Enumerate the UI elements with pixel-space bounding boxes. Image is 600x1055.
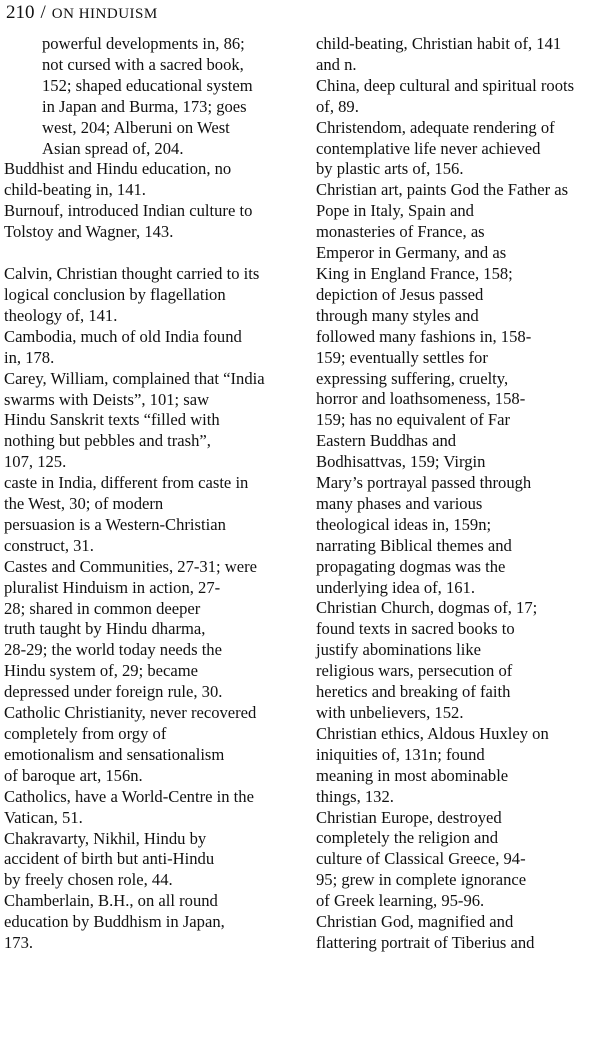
index-line: 95; grew in complete ignorance <box>316 870 527 890</box>
index-line: Cambodia, much of old India found <box>4 326 242 346</box>
index-line: Asian spread of, 204. <box>42 138 184 158</box>
index-line: nothing but pebbles and trash”, <box>4 431 211 451</box>
letter-gap <box>4 243 304 264</box>
index-entry-buddhist-hindu-education <box>4 159 304 201</box>
index-line: expressing suffering, cruelty, <box>316 368 509 388</box>
index-line: theology of, 141. <box>4 305 118 325</box>
index-line: many phases and various <box>316 493 483 513</box>
index-line: Hindu system of, 29; became <box>4 661 199 681</box>
index-line: of Greek learning, 95-96. <box>316 891 485 911</box>
index-line: west, 204; Alberuni on West <box>42 117 230 137</box>
index-line: Castes and Communities, 27-31; were <box>4 556 258 576</box>
index-entry-burnouf <box>4 201 304 243</box>
book-title: ON HINDUISM <box>51 6 158 22</box>
index-column-right <box>316 34 600 954</box>
index-entry-christian-ethics <box>316 724 600 808</box>
index-column-left <box>4 34 304 954</box>
index-line: heretics and breaking of faith <box>316 682 511 702</box>
index-line: 28-29; the world today needs the <box>4 640 222 660</box>
index-line: meaning in most abominable <box>316 765 509 785</box>
index-line: Eastern Buddhas and <box>316 431 457 451</box>
index-line: completely the religion and <box>316 828 499 848</box>
index-line: with unbelievers, 152. <box>316 703 464 722</box>
index-line: in Japan and Burma, 173; goes <box>42 96 247 116</box>
index-entry-catholic-christianity <box>4 703 304 787</box>
index-entry-continuation <box>4 34 304 159</box>
index-line: depressed under foreign rule, 30. <box>4 682 223 702</box>
index-line: depiction of Jesus passed <box>316 284 484 304</box>
index-line: Catholics, have a World-Centre in the <box>4 786 254 806</box>
index-line: Catholic Christianity, never recovered <box>4 703 257 723</box>
index-line: persuasion is a Western-Christian <box>4 514 226 534</box>
index-line: child-beating in, 141. <box>4 180 146 200</box>
index-line: monasteries of France, as <box>316 222 485 242</box>
index-line: Christendom, adequate rendering of <box>316 117 555 137</box>
index-line: swarms with Deists”, 101; saw <box>4 389 210 409</box>
running-header <box>6 2 158 25</box>
index-line: 159; eventually settles for <box>316 347 488 367</box>
index-line: in, 178. <box>4 347 55 367</box>
index-line: contemplative life never achieved <box>316 138 541 158</box>
page-number: 210 <box>6 2 35 23</box>
index-entry-castes-and-communities <box>4 557 304 703</box>
index-line: accident of birth but anti-Hindu <box>4 849 215 869</box>
index-line: Tolstoy and Wagner, 143. <box>4 222 174 242</box>
index-line: Pope in Italy, Spain and <box>316 201 474 221</box>
index-line: of, 89. <box>316 96 359 116</box>
index-line: Christian ethics, Aldous Huxley on <box>316 723 549 743</box>
index-line: theological ideas in, 159n; <box>316 514 492 534</box>
index-entry-carey-william <box>4 369 304 474</box>
index-line: emotionalism and sensationalism <box>4 744 225 764</box>
index-line: religious wars, persecution of <box>316 661 513 681</box>
index-line: and n. <box>316 54 357 74</box>
index-line: education by Buddhism in Japan, <box>4 912 225 932</box>
index-line: culture of Classical Greece, 94- <box>316 849 526 869</box>
index-entry-chakravarty-nikhil <box>4 829 304 892</box>
index-line: iniquities of, 131n; found <box>316 744 485 764</box>
index-line: Christian art, paints God the Father as <box>316 180 569 200</box>
index-line: Christian Europe, destroyed <box>316 807 502 827</box>
index-line: powerful developments in, 86; <box>42 34 245 53</box>
index-line: underlying idea of, 161. <box>316 577 475 597</box>
index-line: pluralist Hinduism in action, 27- <box>4 577 221 597</box>
index-line: caste in India, different from caste in <box>4 473 249 493</box>
index-line: Buddhist and Hindu education, no <box>4 159 232 179</box>
index-line: of baroque art, 156n. <box>4 765 143 785</box>
index-entry-cambodia <box>4 327 304 369</box>
index-line: Burnouf, introduced Indian culture to <box>4 201 253 221</box>
index-line: completely from orgy of <box>4 724 167 743</box>
index-line: 152; shaped educational system <box>42 75 253 95</box>
index-line: things, 132. <box>316 786 394 806</box>
index-line: followed many fashions in, 158- <box>316 326 532 346</box>
index-line: Emperor in Germany, and as <box>316 243 507 263</box>
index-entry-catholics <box>4 787 304 829</box>
index-line: Mary’s portrayal passed through <box>316 473 532 493</box>
index-line: not cursed with a sacred book, <box>42 54 244 74</box>
index-line: Christian Church, dogmas of, 17; <box>316 598 538 618</box>
index-line: the West, 30; of modern <box>4 494 164 514</box>
index-line: Christian God, magnified and <box>316 912 514 932</box>
header-separator: / <box>40 2 46 23</box>
index-line: 28; shared in common deeper <box>4 598 201 618</box>
index-entry-child-beating <box>316 34 600 76</box>
index-line: propagating dogmas was the <box>316 556 506 576</box>
index-entry-caste-in-india <box>4 473 304 557</box>
index-line: narrating Biblical themes and <box>316 535 512 555</box>
index-line: 173. <box>4 933 34 953</box>
index-line: Bodhisattvas, 159; Virgin <box>316 452 486 472</box>
index-entry-chamberlain <box>4 891 304 954</box>
index-line: logical conclusion by flagellation <box>4 284 226 304</box>
index-line: through many styles and <box>316 305 479 325</box>
index-line: Chakravarty, Nikhil, Hindu by <box>4 828 207 848</box>
index-line: Vatican, 51. <box>4 807 83 827</box>
index-line: truth taught by Hindu dharma, <box>4 619 206 639</box>
index-entry-christian-god <box>316 912 600 954</box>
index-line: flattering portrait of Tiberius and <box>316 932 535 952</box>
index-line: justify abominations like <box>316 640 481 660</box>
index-line: Calvin, Christian thought carried to its <box>4 264 260 284</box>
index-line: King in England France, 158; <box>316 263 513 283</box>
index-entry-china <box>316 76 600 118</box>
index-line: Hindu Sanskrit texts “filled with <box>4 410 220 430</box>
index-entry-christendom <box>316 118 600 181</box>
index-line: horror and loathsomeness, 158- <box>316 389 526 409</box>
index-line: 107, 125. <box>4 452 67 472</box>
index-line: found texts in sacred books to <box>316 619 515 639</box>
index-entry-christian-art <box>316 180 600 598</box>
index-line: 159; has no equivalent of Far <box>316 410 511 430</box>
index-line: by plastic arts of, 156. <box>316 159 464 179</box>
index-line: China, deep cultural and spiritual roots <box>316 75 575 95</box>
index-entry-christian-church <box>316 598 600 723</box>
index-entry-calvin <box>4 264 304 327</box>
index-entry-christian-europe <box>316 808 600 913</box>
index-line: construct, 31. <box>4 535 94 555</box>
index-line: Carey, William, complained that “India <box>4 368 265 388</box>
index-line: Chamberlain, B.H., on all round <box>4 891 218 911</box>
index-line: child-beating, Christian habit of, 141 <box>316 34 562 53</box>
index-line: by freely chosen role, 44. <box>4 870 173 890</box>
